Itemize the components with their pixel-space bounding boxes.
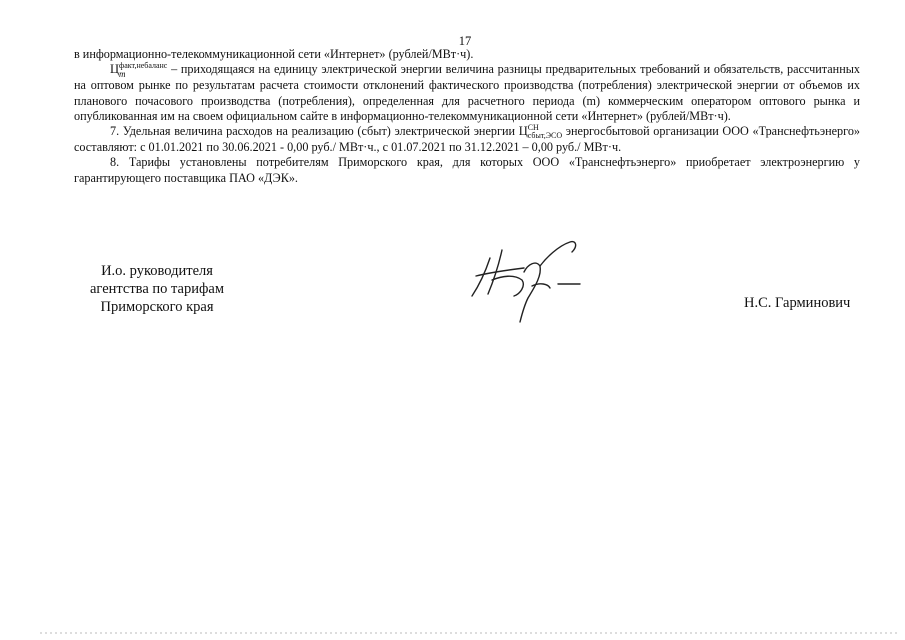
signatory-title-line-3: Приморского края [100, 299, 214, 315]
formula-index-sbyt [528, 124, 562, 140]
formula-subscript: m [119, 69, 126, 80]
paragraph-definition [74, 62, 860, 124]
paragraph-item-7 [74, 124, 860, 155]
paragraph-continuation: в информационно-телекоммуникационной сети «Интернет» (рублей/МВт·ч). [74, 47, 474, 61]
formula-subscript-sbyt: сбыт,ЭСО [527, 131, 563, 141]
definition-text: – приходящаяся на единицу электрической энергии величина разницы предварительных требований и обязательств, рассчитанных на оптовом рынке по результатам расчета стоимости отклонений фактического производства (потребления) электрической энергии от объемов их планового почасового производства (потребления), определенная для расчетного периода (m) коммерческим оператором оптового рынка и опубликованная им на своем официальном сайте в информационно-телекоммуникационной сети «Интернет» (рублей/МВт·ч). [74, 62, 860, 123]
page-number: 17 [458, 34, 472, 48]
formula-index [119, 62, 167, 78]
item-7-text-after: энергосбытовой организации ООО «Транснефтьэнерго» составляют: с 01.01.2021 по 30.06.2021 - 0,00 руб./ МВт·ч., с 01.07.2021 по 31.12.2021 – 0,00 руб./ МВт·ч. [74, 124, 861, 155]
formula-superscript: факт,небаланс [119, 61, 168, 71]
item-7-text-before: 7. Удельная величина расходов на реализацию (сбыт) электрической энергии [110, 124, 519, 139]
signer-name: Н.С. Гарминович [744, 295, 851, 311]
scan-edge-line [40, 632, 900, 634]
formula-symbol-c-fact: Ц [110, 62, 120, 77]
handwritten-signature [462, 236, 592, 326]
signatory-title-line-1: И.о. руководителя [101, 263, 213, 279]
document-body [74, 47, 860, 186]
signatory-title-line-2: агентства по тарифам [90, 281, 224, 297]
formula-symbol-c-sbyt: Ц [518, 124, 528, 139]
signatory-title [82, 262, 232, 316]
paragraph-item-8: 8. Тарифы установлены потребителям Приморского края, для которых ООО «Транснефтьэнерго» приобретает электроэнергию у гарантирующего поставщика ПАО «ДЭК». [74, 155, 860, 185]
formula-superscript-sbyt: СН [527, 123, 539, 133]
